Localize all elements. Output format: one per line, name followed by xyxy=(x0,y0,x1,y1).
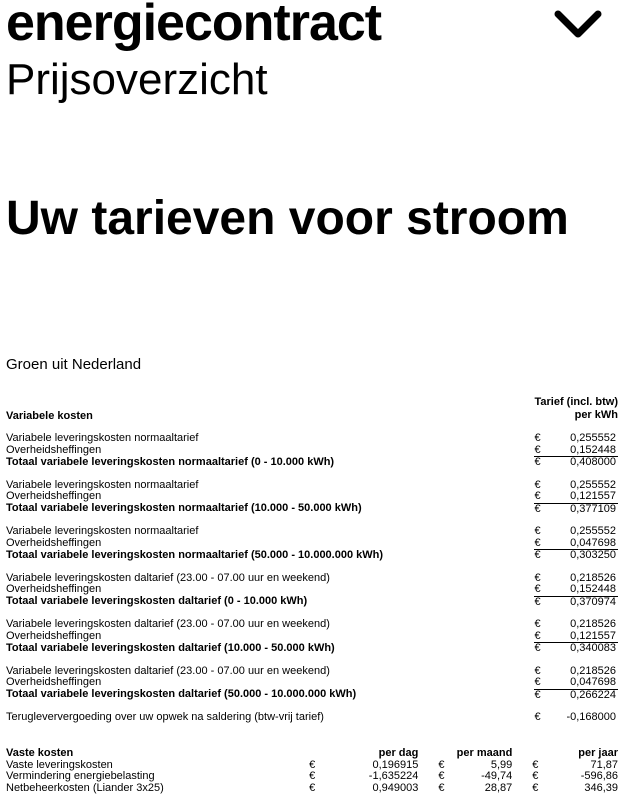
currency-symbol: € xyxy=(534,631,549,643)
row-label: Overheidsheffingen xyxy=(6,490,102,503)
currency-symbol: € xyxy=(534,571,541,584)
total-row xyxy=(6,689,618,701)
per-month-value: -49,74 xyxy=(481,770,513,782)
currency-symbol: € xyxy=(534,491,549,503)
table-row xyxy=(6,677,618,689)
variable-costs-table xyxy=(6,396,618,724)
row-value: 0,408000 xyxy=(570,456,616,468)
row-label: Netbeheerkosten (Liander 3x25) xyxy=(6,781,164,794)
row-label: Vaste leveringskosten xyxy=(6,758,113,771)
row-label: Totaal variabele leveringskosten normaaltarief (0 - 10.000 kWh) xyxy=(6,455,335,468)
total-row xyxy=(6,457,618,469)
row-label: Variabele leveringskosten normaaltarief xyxy=(6,525,199,537)
per-year-value: -596,86 xyxy=(580,770,618,782)
currency-symbol: € xyxy=(534,711,541,723)
currency-symbol: € xyxy=(532,758,539,771)
row-value: 0,218526 xyxy=(570,571,616,584)
total-row xyxy=(6,503,618,515)
total-row xyxy=(6,643,618,655)
row-value: 0,152448 xyxy=(549,445,618,457)
currency-symbol: € xyxy=(534,618,541,630)
per-month-value: 5,99 xyxy=(490,758,513,771)
chevron-down-icon[interactable] xyxy=(554,10,602,40)
page-subtitle: Prijsoverzicht xyxy=(6,55,268,104)
unit-column-header: per kWh xyxy=(574,409,618,421)
currency-symbol: € xyxy=(534,445,549,457)
per-day-value: 0,196915 xyxy=(372,758,419,771)
row-value: 0,255552 xyxy=(570,432,616,444)
currency-symbol: € xyxy=(309,770,316,782)
product-name: Groen uit Nederland xyxy=(6,356,142,373)
currency-symbol: € xyxy=(532,770,539,782)
currency-symbol: € xyxy=(534,584,549,596)
row-value: 0,266224 xyxy=(570,688,616,701)
currency-symbol: € xyxy=(534,642,541,654)
variable-costs-body xyxy=(6,422,618,724)
row-value: 0,255552 xyxy=(570,478,616,491)
row-value: 0,121557 xyxy=(549,631,618,643)
row-label: Overheidsheffingen xyxy=(6,583,102,596)
currency-symbol: € xyxy=(534,432,541,444)
table-row xyxy=(6,619,618,631)
per-year-value: 346,39 xyxy=(584,781,618,794)
row-label: Terugleververgoeding over uw opwek na saldering (btw-vrij tarief) xyxy=(6,711,324,723)
currency-symbol: € xyxy=(534,538,549,550)
fixed-costs-table xyxy=(6,748,618,794)
row-label: Vermindering energiebelasting xyxy=(6,770,155,782)
currency-symbol: € xyxy=(532,781,539,794)
row-value: 0,121557 xyxy=(549,491,618,503)
row-label: Totaal variabele leveringskosten daltarief (0 - 10.000 kWh) xyxy=(6,595,308,608)
currency-symbol: € xyxy=(438,781,445,794)
row-value: 0,218526 xyxy=(570,618,616,630)
row-label: Overheidsheffingen xyxy=(6,676,102,689)
table-row xyxy=(6,783,618,795)
row-label: Variabele leveringskosten daltarief (23.00 - 07.00 uur en weekend) xyxy=(6,618,330,630)
row-label: Variabele leveringskosten normaaltarief xyxy=(6,432,199,444)
currency-symbol: € xyxy=(534,456,541,468)
row-label: Overheidsheffingen xyxy=(6,629,102,642)
currency-symbol: € xyxy=(534,502,541,515)
page-headline: Uw tarieven voor stroom xyxy=(6,192,569,245)
per-day-value: 0,949003 xyxy=(372,781,419,794)
currency-symbol: € xyxy=(438,758,445,771)
currency-symbol: € xyxy=(534,677,549,689)
row-value: 0,340083 xyxy=(570,642,616,654)
table-row xyxy=(6,771,618,783)
currency-symbol: € xyxy=(534,525,541,537)
row-value: -0,168000 xyxy=(566,711,616,723)
fixed-costs-body xyxy=(6,760,618,795)
row-value: 0,047698 xyxy=(549,677,618,689)
row-value: 0,255552 xyxy=(570,525,616,537)
currency-symbol: € xyxy=(309,781,316,794)
currency-symbol: € xyxy=(309,758,316,771)
row-label: Variabele leveringskosten daltarief (23.00 - 07.00 uur en weekend) xyxy=(6,664,330,677)
table-row xyxy=(6,491,618,503)
row-value: 0,303250 xyxy=(570,549,616,561)
table-row xyxy=(6,631,618,643)
currency-symbol: € xyxy=(534,478,541,491)
row-label: Overheidsheffingen xyxy=(6,443,102,456)
total-row xyxy=(6,550,618,562)
row-label: Totaal variabele leveringskosten normaaltarief (10.000 - 50.000 kWh) xyxy=(6,502,362,515)
row-value: 0,047698 xyxy=(549,538,618,550)
row-label: Variabele leveringskosten daltarief (23.00 - 07.00 uur en weekend) xyxy=(6,571,330,584)
per-month-value: 28,87 xyxy=(484,781,513,794)
row-label: Variabele leveringskosten normaaltarief xyxy=(6,478,199,491)
row-label: Totaal variabele leveringskosten daltarief (50.000 - 10.000.000 kWh) xyxy=(6,688,357,701)
per-day-header: per dag xyxy=(378,747,419,759)
total-row xyxy=(6,596,618,608)
row-label: Totaal variabele leveringskosten normaaltarief (50.000 - 10.000.000 kWh) xyxy=(6,548,384,561)
per-month-header: per maand xyxy=(456,747,513,759)
variable-costs-heading: Variabele kosten xyxy=(6,409,93,422)
row-value: 0,370974 xyxy=(570,595,616,608)
table-row xyxy=(6,584,618,596)
per-year-value: 71,87 xyxy=(590,758,618,771)
app-title: energiecontract xyxy=(6,0,382,52)
row-label: Overheidsheffingen xyxy=(6,536,102,549)
per-day-value: -1,635224 xyxy=(368,770,419,782)
currency-symbol: € xyxy=(534,549,541,561)
currency-symbol: € xyxy=(534,688,541,701)
per-year-header: per jaar xyxy=(578,747,618,759)
table-row xyxy=(6,433,618,445)
fixed-costs-heading: Vaste kosten xyxy=(6,747,74,759)
currency-symbol: € xyxy=(438,770,445,782)
table-row xyxy=(6,712,618,724)
currency-symbol: € xyxy=(534,664,541,677)
row-value: 0,377109 xyxy=(570,502,616,515)
row-value: 0,218526 xyxy=(570,664,616,677)
tariff-column-header: Tarief (incl. btw) xyxy=(534,396,618,408)
row-value: 0,152448 xyxy=(549,584,618,596)
row-label: Totaal variabele leveringskosten daltarief (10.000 - 50.000 kWh) xyxy=(6,641,335,654)
table-row xyxy=(6,538,618,550)
header xyxy=(6,0,630,104)
table-row xyxy=(6,445,618,457)
currency-symbol: € xyxy=(534,595,541,608)
table-row xyxy=(6,526,618,538)
